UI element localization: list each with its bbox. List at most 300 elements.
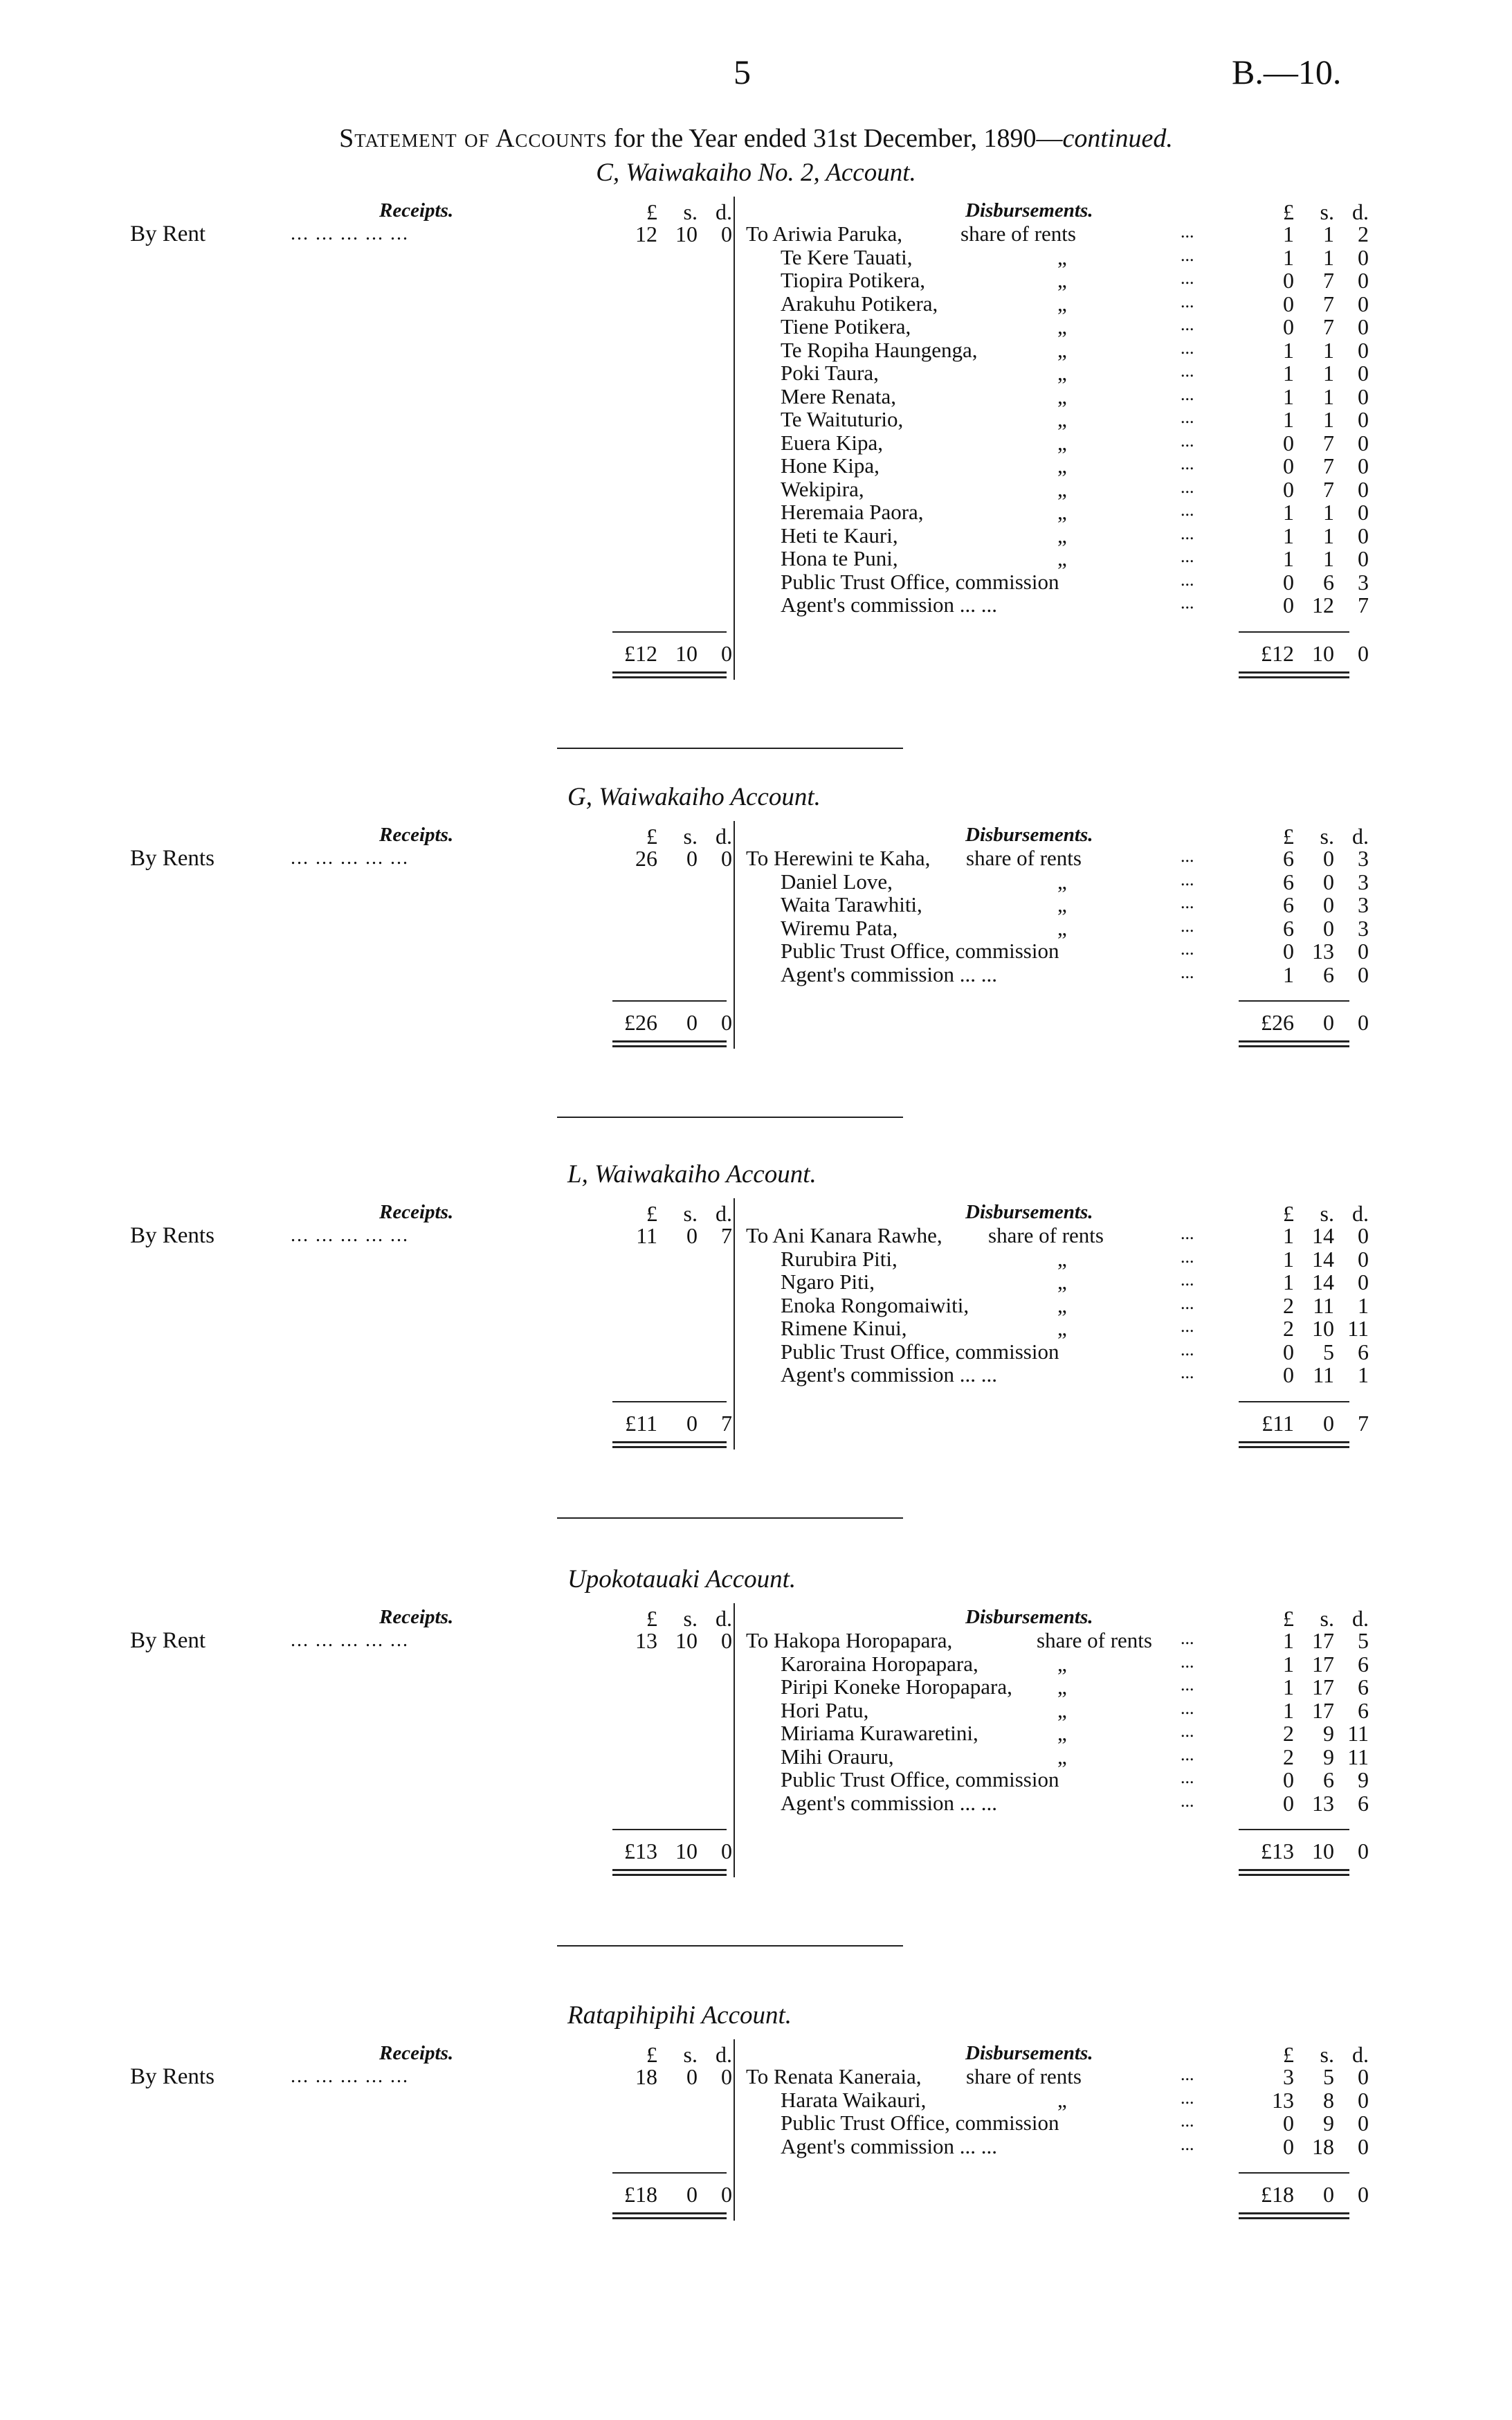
amount-s: 1 <box>1323 361 1334 386</box>
receipts-total-s: 0 <box>686 2182 698 2207</box>
ditto-mark: „ <box>1057 869 1067 894</box>
amount-s: 0 <box>1323 869 1334 894</box>
payee-name: Te Waituturio, <box>781 407 904 431</box>
amount-d: 7 <box>1358 593 1369 617</box>
amount-d: 5 <box>1358 1628 1369 1653</box>
ditto-mark: „ <box>1057 314 1067 338</box>
page-title <box>0 123 1512 154</box>
receipts-total-d: 0 <box>721 640 732 666</box>
ditto-mark: „ <box>1057 915 1067 940</box>
payee-name: Tiene Potikera, <box>781 314 911 338</box>
row-dots: ... <box>1181 2064 1194 2084</box>
amount-s: 0 <box>1323 846 1334 871</box>
disbursements-rule <box>1239 1000 1349 1002</box>
amount-s: 11 <box>1313 1362 1334 1387</box>
disbursements-header: Disbursements. <box>965 1201 1093 1223</box>
amount-d: 0 <box>1358 476 1369 502</box>
amount-d: 0 <box>1358 407 1369 432</box>
lsd-head-d: d. <box>1352 2042 1369 2067</box>
receipt-d: 7 <box>721 1223 732 1248</box>
payee-name: Ngaro Piti, <box>781 1270 875 1294</box>
row-dots: ... <box>1181 569 1194 590</box>
amount-s: 17 <box>1312 1674 1334 1699</box>
disbursements-rule <box>1239 2172 1349 2174</box>
ditto-mark: „ <box>1057 1316 1067 1340</box>
payee-name: To Ariwia Paruka, <box>746 222 902 246</box>
amount-s: 17 <box>1312 1651 1334 1677</box>
amount-d: 6 <box>1358 1651 1369 1677</box>
payee-name: Arakuhu Potikera, <box>781 291 938 316</box>
ditto-mark: „ <box>1057 430 1067 455</box>
receipt-l: 18 <box>635 2064 657 2089</box>
amount-l: 1 <box>1283 523 1294 548</box>
amount-s: 7 <box>1323 314 1334 339</box>
row-dots: ... <box>1181 892 1194 912</box>
payee-name: Public Trust Office, commission <box>781 1339 1059 1364</box>
amount-s: 17 <box>1312 1697 1334 1723</box>
payee-name: Agent's commission ... ... <box>781 2133 997 2158</box>
amount-s: 1 <box>1323 383 1334 409</box>
row-dots: ... <box>1181 869 1194 890</box>
lsd-head-l: £ <box>646 1201 657 1226</box>
payee-name: To Ani Kanara Rawhe, <box>746 1223 942 1247</box>
amount-l: 0 <box>1283 593 1294 617</box>
receipts-double-rule <box>612 676 727 678</box>
payee-name: Heremaia Paora, <box>781 500 924 524</box>
lsd-head-d: d. <box>716 199 732 224</box>
payee-name: Karoraina Horopapara, <box>781 1651 978 1676</box>
amount-l: 6 <box>1283 915 1294 941</box>
row-dots: ... <box>1181 2087 1194 2108</box>
ditto-mark: „ <box>1057 500 1067 524</box>
amount-l: 1 <box>1283 361 1294 386</box>
disbursements-total-s: 10 <box>1312 640 1334 666</box>
amount-l: 1 <box>1283 1651 1294 1677</box>
account-title: Upokotauaki Account. <box>567 1565 796 1593</box>
receipts-total-d: 0 <box>721 2182 732 2207</box>
amount-d: 0 <box>1358 268 1369 293</box>
payee-name: Wiremu Pata, <box>781 915 898 940</box>
receipt-s: 0 <box>686 846 698 871</box>
amount-d: 0 <box>1358 523 1369 548</box>
disbursements-header: Disbursements. <box>965 199 1093 222</box>
payee-name: Euera Kipa, <box>781 430 884 455</box>
lsd-head-l: £ <box>1283 824 1294 849</box>
receipt-d: 0 <box>721 222 732 246</box>
payee-name: Daniel Love, <box>781 869 893 894</box>
row-dots: ... <box>1181 1767 1194 1787</box>
disbursements-double-rule <box>1239 1040 1349 1042</box>
payee-name: Agent's commission ... ... <box>781 593 997 617</box>
amount-s: 1 <box>1323 407 1334 432</box>
amount-d: 3 <box>1358 846 1369 871</box>
ditto-mark: „ <box>1057 407 1067 431</box>
row-dots: ... <box>1181 268 1194 288</box>
payee-name: Mihi Orauru, <box>781 1744 894 1769</box>
account-title: C, Waiwakaiho No. 2, Account. <box>596 159 916 187</box>
ditto-mark: „ <box>1057 523 1067 548</box>
row-dots: ... <box>1181 523 1194 543</box>
disbursements-total-l: £26 <box>1261 1010 1294 1035</box>
lsd-head-d: d. <box>1352 824 1369 849</box>
amount-l: 1 <box>1283 500 1294 525</box>
amount-s: 6 <box>1323 1767 1334 1792</box>
amount-d: 9 <box>1358 1767 1369 1792</box>
receipt-s: 0 <box>686 2064 698 2089</box>
row-dots: ... <box>1181 1674 1194 1695</box>
receipts-rule <box>612 1401 727 1402</box>
amount-s: 14 <box>1312 1270 1334 1294</box>
receipts-header: Receipts. <box>379 824 454 846</box>
amount-d: 0 <box>1358 1223 1369 1248</box>
amount-s: 0 <box>1323 892 1334 917</box>
leader-dots: ... ... ... ... ... <box>291 847 409 869</box>
receipt-d: 0 <box>721 2064 732 2089</box>
receipts-double-rule <box>612 1040 727 1042</box>
payee-name: Agent's commission ... ... <box>781 961 997 986</box>
amount-d: 0 <box>1358 939 1369 964</box>
lsd-head-d: d. <box>1352 199 1369 224</box>
row-dots: ... <box>1181 1628 1194 1648</box>
column-divider <box>734 1603 735 1877</box>
row-dots: ... <box>1181 915 1194 936</box>
amount-d: 0 <box>1358 2064 1369 2089</box>
amount-s: 1 <box>1323 244 1334 270</box>
payee-name: Heti te Kauri, <box>781 523 898 548</box>
lsd-head-l: £ <box>1283 1201 1294 1226</box>
amount-l: 1 <box>1283 1223 1294 1248</box>
amount-l: 1 <box>1283 222 1294 246</box>
amount-l: 1 <box>1283 961 1294 987</box>
leader-dots: ... ... ... ... ... <box>291 1629 409 1651</box>
amount-l: 1 <box>1283 1697 1294 1723</box>
ditto-mark: „ <box>1057 244 1067 269</box>
row-dots: ... <box>1181 593 1194 613</box>
receipts-double-rule <box>612 1441 727 1443</box>
receipt-l: 12 <box>635 222 657 246</box>
title-continued: continued. <box>1062 124 1173 153</box>
payee-name: Hone Kipa, <box>781 453 880 478</box>
ditto-mark: „ <box>1057 1292 1067 1317</box>
receipt-l: 26 <box>635 846 657 871</box>
column-divider <box>734 821 735 1049</box>
disbursements-total-d: 0 <box>1358 640 1369 666</box>
receipts-total-l: £11 <box>625 1410 657 1436</box>
amount-s: 8 <box>1323 2087 1334 2113</box>
row-dots: ... <box>1181 1362 1194 1382</box>
amount-l: 2 <box>1283 1316 1294 1341</box>
disbursements-header: Disbursements. <box>965 1606 1093 1628</box>
amount-l: 1 <box>1283 546 1294 571</box>
amount-d: 0 <box>1358 337 1369 363</box>
amount-s: 10 <box>1312 1316 1334 1341</box>
amount-s: 0 <box>1323 915 1334 941</box>
ditto-mark: „ <box>1057 1651 1067 1676</box>
receipts-total-d: 7 <box>721 1410 732 1436</box>
payee-name: Te Kere Tauati, <box>781 244 913 269</box>
row-dots: ... <box>1181 1790 1194 1811</box>
amount-d: 3 <box>1358 869 1369 894</box>
row-dots: ... <box>1181 453 1194 473</box>
ditto-mark: „ <box>1057 1674 1067 1699</box>
row-dots: ... <box>1181 846 1194 866</box>
amount-s: 12 <box>1312 593 1334 617</box>
row-dots: ... <box>1181 222 1194 242</box>
amount-d: 0 <box>1358 383 1369 409</box>
receipts-header: Receipts. <box>379 1606 454 1628</box>
amount-s: 6 <box>1323 569 1334 595</box>
section-separator <box>557 1117 903 1118</box>
row-dots: ... <box>1181 407 1194 427</box>
lsd-head-d: d. <box>716 2042 732 2067</box>
lsd-head-s: s. <box>683 1201 698 1226</box>
account-title: G, Waiwakaiho Account. <box>567 783 821 811</box>
amount-s: 1 <box>1323 222 1334 246</box>
account-title: Ratapihipihi Account. <box>567 2001 792 2030</box>
receipts-double-rule <box>612 1874 727 1876</box>
amount-s: 7 <box>1323 268 1334 293</box>
amount-d: 0 <box>1358 2133 1369 2159</box>
amount-l: 0 <box>1283 1767 1294 1792</box>
ditto-mark: „ <box>1057 1246 1067 1271</box>
amount-s: 13 <box>1312 939 1334 964</box>
disbursements-rule <box>1239 1829 1349 1830</box>
column-divider <box>734 2039 735 2221</box>
amount-l: 0 <box>1283 268 1294 293</box>
lsd-head-s: s. <box>683 2042 698 2067</box>
receipts-header: Receipts. <box>379 199 454 222</box>
disbursements-total-s: 0 <box>1323 2182 1334 2207</box>
row-dots: ... <box>1181 430 1194 451</box>
amount-d: 0 <box>1358 961 1369 987</box>
amount-s: 5 <box>1323 2064 1334 2089</box>
disbursements-rule <box>1239 1401 1349 1402</box>
disbursements-header: Disbursements. <box>965 2042 1093 2064</box>
lsd-head-d: d. <box>716 824 732 849</box>
amount-d: 0 <box>1358 2111 1369 2135</box>
account-title: L, Waiwakaiho Account. <box>567 1160 817 1189</box>
row-dots: ... <box>1181 1744 1194 1764</box>
disbursements-total-l: £11 <box>1261 1410 1294 1436</box>
payee-name: Hori Patu, <box>781 1697 869 1722</box>
receipt-d: 0 <box>721 1628 732 1653</box>
receipt-s: 10 <box>675 222 698 246</box>
title-text: for the Year ended 31st December, 1890— <box>607 124 1063 153</box>
amount-s: 18 <box>1312 2133 1334 2159</box>
lsd-head-d: d. <box>716 1201 732 1226</box>
ditto-mark: „ <box>1057 1744 1067 1769</box>
lsd-head-s: s. <box>1320 1606 1334 1631</box>
amount-s: 6 <box>1323 961 1334 987</box>
amount-l: 2 <box>1283 1292 1294 1318</box>
receipts-double-rule <box>612 2212 727 2214</box>
disbursements-double-rule <box>1239 1869 1349 1871</box>
column-divider <box>734 1198 735 1450</box>
row-dots: ... <box>1181 476 1194 497</box>
lsd-head-d: d. <box>716 1606 732 1631</box>
row-dots: ... <box>1181 1246 1194 1267</box>
amount-d: 6 <box>1358 1674 1369 1699</box>
by-rent-label: By Rents <box>130 846 215 871</box>
receipt-l: 13 <box>635 1628 657 1653</box>
disbursements-double-rule <box>1239 2212 1349 2214</box>
amount-d: 11 <box>1347 1721 1369 1746</box>
receipts-rule <box>612 2172 727 2174</box>
share-note: share of rents <box>960 222 1076 246</box>
disbursements-total-l: £13 <box>1261 1839 1294 1863</box>
lsd-head-l: £ <box>1283 199 1294 224</box>
amount-l: 1 <box>1283 1628 1294 1653</box>
row-dots: ... <box>1181 1223 1194 1243</box>
amount-s: 17 <box>1312 1628 1334 1653</box>
lsd-head-s: s. <box>1320 1201 1334 1226</box>
amount-d: 0 <box>1358 453 1369 478</box>
row-dots: ... <box>1181 1697 1194 1718</box>
disbursements-rule <box>1239 631 1349 633</box>
disbursements-total-d: 0 <box>1358 1839 1369 1863</box>
amount-s: 7 <box>1323 291 1334 316</box>
amount-s: 7 <box>1323 453 1334 478</box>
payee-name: Agent's commission ... ... <box>781 1362 997 1387</box>
payee-name: Hona te Puni, <box>781 546 898 570</box>
amount-d: 0 <box>1358 500 1369 525</box>
amount-s: 1 <box>1323 523 1334 548</box>
ditto-mark: „ <box>1057 892 1067 916</box>
ditto-mark: „ <box>1057 1721 1067 1745</box>
row-dots: ... <box>1181 939 1194 959</box>
row-dots: ... <box>1181 1651 1194 1672</box>
lsd-head-s: s. <box>683 199 698 224</box>
lsd-head-s: s. <box>1320 199 1334 224</box>
disbursements-total-s: 10 <box>1312 1839 1334 1863</box>
title-caps: Statement of Accounts <box>339 124 608 153</box>
payee-name: To Hakopa Horopapara, <box>746 1628 953 1652</box>
disbursements-total-s: 0 <box>1323 1010 1334 1035</box>
receipts-header: Receipts. <box>379 2042 454 2064</box>
disbursements-total-d: 7 <box>1358 1410 1369 1436</box>
amount-d: 1 <box>1358 1362 1369 1387</box>
amount-l: 1 <box>1283 337 1294 363</box>
amount-d: 6 <box>1358 1697 1369 1723</box>
receipt-s: 0 <box>686 1223 698 1248</box>
receipt-d: 0 <box>721 846 732 871</box>
section-separator <box>557 748 903 749</box>
section-separator <box>557 1945 903 1947</box>
amount-l: 6 <box>1283 869 1294 894</box>
amount-l: 0 <box>1283 2111 1294 2135</box>
ditto-mark: „ <box>1057 476 1067 501</box>
column-divider <box>734 197 735 680</box>
amount-l: 6 <box>1283 846 1294 871</box>
amount-d: 6 <box>1358 1339 1369 1364</box>
receipts-total-l: £18 <box>624 2182 657 2207</box>
amount-l: 13 <box>1272 2087 1294 2113</box>
ditto-mark: „ <box>1057 383 1067 408</box>
disbursements-double-rule <box>1239 1874 1349 1876</box>
amount-d: 11 <box>1347 1744 1369 1769</box>
disbursements-double-rule <box>1239 1446 1349 1448</box>
amount-d: 11 <box>1347 1316 1369 1341</box>
amount-l: 0 <box>1283 569 1294 595</box>
amount-s: 9 <box>1323 2111 1334 2135</box>
ditto-mark: „ <box>1057 337 1067 362</box>
amount-l: 0 <box>1283 291 1294 316</box>
receipts-total-l: £12 <box>624 640 657 666</box>
row-dots: ... <box>1181 314 1194 334</box>
receipts-total-s: 0 <box>686 1010 698 1035</box>
by-rent-label: By Rent <box>130 222 206 246</box>
lsd-head-d: d. <box>1352 1201 1369 1226</box>
disbursements-total-d: 0 <box>1358 1010 1369 1035</box>
lsd-head-l: £ <box>646 199 657 224</box>
amount-d: 0 <box>1358 361 1369 386</box>
amount-d: 0 <box>1358 291 1369 316</box>
payee-name: Harata Waikauri, <box>781 2087 927 2112</box>
amount-d: 0 <box>1358 1270 1369 1294</box>
payee-name: Tiopira Potikera, <box>781 268 925 292</box>
disbursements-double-rule <box>1239 676 1349 678</box>
lsd-head-l: £ <box>646 1606 657 1631</box>
row-dots: ... <box>1181 291 1194 311</box>
amount-s: 9 <box>1323 1721 1334 1746</box>
amount-d: 3 <box>1358 892 1369 917</box>
row-dots: ... <box>1181 244 1194 265</box>
amount-s: 14 <box>1312 1246 1334 1272</box>
amount-l: 0 <box>1283 476 1294 502</box>
ditto-mark: „ <box>1057 453 1067 478</box>
disbursements-double-rule <box>1239 671 1349 674</box>
payee-name: Public Trust Office, commission <box>781 569 1059 594</box>
amount-l: 1 <box>1283 1246 1294 1272</box>
amount-l: 1 <box>1283 1270 1294 1294</box>
amount-l: 2 <box>1283 1721 1294 1746</box>
ditto-mark: „ <box>1057 268 1067 292</box>
amount-s: 1 <box>1323 546 1334 571</box>
page-code: B.—10. <box>1232 53 1342 91</box>
payee-name: Piripi Koneke Horopapara, <box>781 1674 1012 1699</box>
by-rent-label: By Rent <box>130 1628 206 1653</box>
share-note: share of rents <box>966 846 1082 870</box>
receipts-total-l: £13 <box>624 1839 657 1863</box>
receipt-s: 10 <box>675 1628 698 1653</box>
receipts-double-rule <box>612 2217 727 2219</box>
payee-name: Agent's commission ... ... <box>781 1790 997 1815</box>
payee-name: To Herewini te Kaha, <box>746 846 931 870</box>
ditto-mark: „ <box>1057 546 1067 570</box>
amount-d: 0 <box>1358 1246 1369 1272</box>
payee-name: Public Trust Office, commission <box>781 1767 1059 1791</box>
receipts-total-s: 10 <box>675 1839 698 1863</box>
receipts-double-rule <box>612 1446 727 1448</box>
ditto-mark: „ <box>1057 1697 1067 1722</box>
share-note: share of rents <box>966 2064 1082 2088</box>
amount-s: 9 <box>1323 1744 1334 1769</box>
row-dots: ... <box>1181 1292 1194 1313</box>
section-separator <box>557 1517 903 1519</box>
receipts-total-l: £26 <box>624 1010 657 1035</box>
receipts-total-d: 0 <box>721 1010 732 1035</box>
row-dots: ... <box>1181 1721 1194 1741</box>
amount-d: 0 <box>1358 244 1369 270</box>
leader-dots: ... ... ... ... ... <box>291 2066 409 2087</box>
leader-dots: ... ... ... ... ... <box>291 223 409 244</box>
lsd-head-l: £ <box>1283 1606 1294 1631</box>
amount-d: 0 <box>1358 430 1369 455</box>
amount-l: 3 <box>1283 2064 1294 2089</box>
amount-s: 7 <box>1323 430 1334 455</box>
amount-s: 11 <box>1313 1292 1334 1318</box>
amount-d: 6 <box>1358 1790 1369 1816</box>
